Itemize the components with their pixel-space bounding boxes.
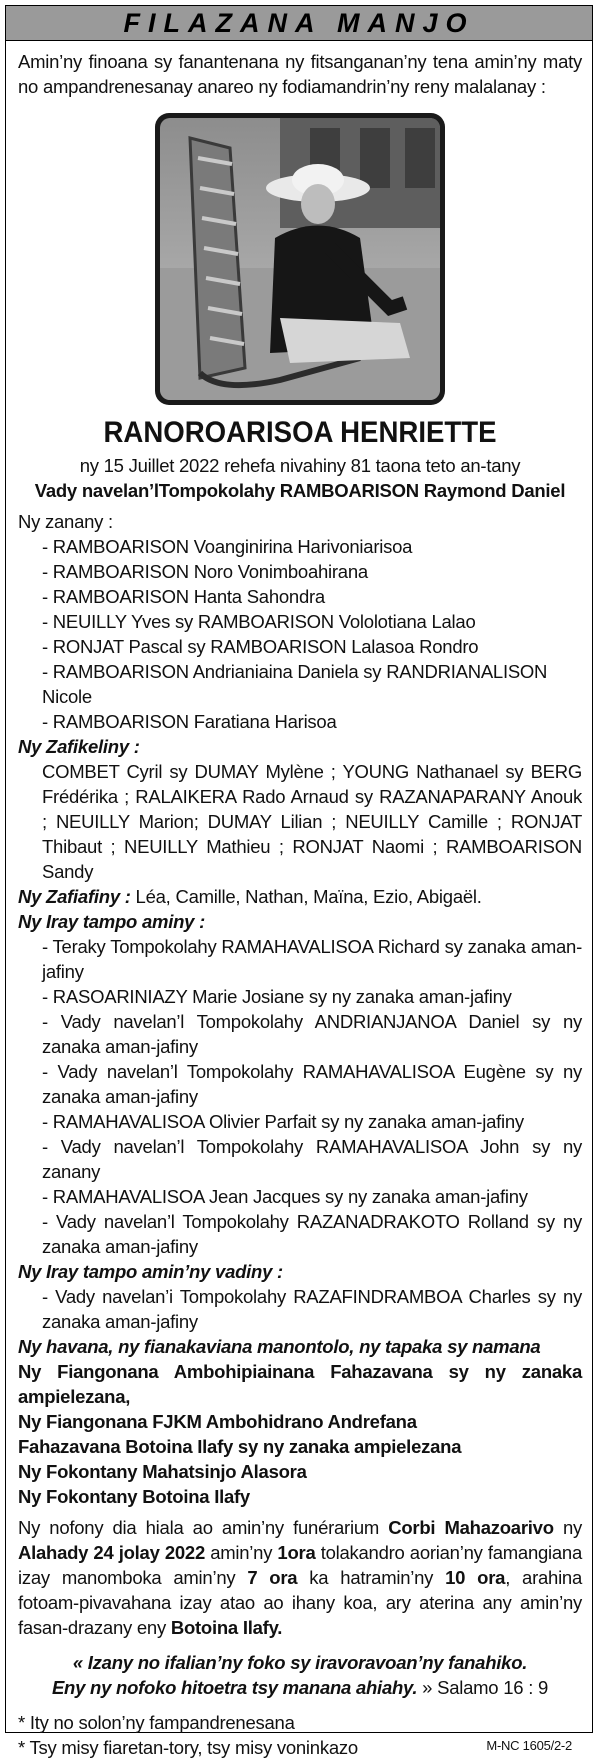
family-line: Ny havana, ny fianakaviana manontolo, ny tapaka sy namana — [18, 1336, 541, 1357]
burial-place: Botoina Ilafy. — [170, 1617, 283, 1638]
list-item: - RAMBOARISON Hanta Sahondra — [42, 586, 325, 607]
photo-container — [18, 113, 582, 409]
group-line: Ny Fiangonana Ambohipiainana Fahazavana sy ny zanaka ampielezana, — [18, 1361, 582, 1407]
funeral-place: Corbi Mahazoarivo — [388, 1517, 554, 1538]
funeral-text: ny — [553, 1517, 582, 1538]
funeral-text: tolakandro aorian’ny famangiana izay manomboka amin’ny — [18, 1542, 583, 1588]
quote-line-2-wrap — [18, 1675, 582, 1700]
list-item: - RONJAT Pascal sy RAMBOARISON Lalasoa Rondro — [42, 636, 479, 657]
funeral-paragraph — [18, 1515, 582, 1640]
funeral-text: Ny nofony dia hiala ao amin’ny funérarium — [18, 1517, 389, 1538]
grandchildren-text: COMBET Cyril sy DUMAY Mylène ; YOUNG Nathanael sy BERG Frédérika ; RALAIKERA Rado Arnaud sy RAZANAPARANY Anouk ; NEUILLY Marion; DUMAY Lilian ; NEUILLY Camille ; RONJAT Thibaut ; NEUILLY Mathieu ; RONJAT Naomi ; RAMBOARISON Sandy — [42, 761, 582, 882]
siblings-list — [18, 934, 582, 1259]
scripture-quote — [18, 1650, 582, 1700]
children-heading: Ny zanany : — [18, 511, 113, 532]
siblings-heading: Ny Iray tampo aminy : — [18, 911, 206, 932]
list-item: - RAMAHAVALISOA Olivier Parfait sy ny zanaka aman-jafiny — [42, 1111, 524, 1132]
notice-title: FILAZANA MANJO — [6, 6, 592, 41]
quote-line-2: Eny ny nofoko hitoetra tsy manana ahiahy. — [51, 1677, 418, 1698]
deceased-name: RANOROARISOA HENRIETTE — [103, 416, 497, 449]
list-item: - RASOARINIAZY Marie Josiane sy ny zanaka aman-jafiny — [42, 986, 512, 1007]
portrait-image-icon — [160, 118, 440, 400]
list-item: - NEUILLY Yves sy RAMBOARISON Vololotiana Lalao — [42, 611, 476, 632]
note-line: * Tsy misy fiaretan-tory, tsy misy voninkazo — [18, 1737, 358, 1758]
reference-code: M-NC 1605/2-2 — [486, 1738, 572, 1753]
list-item: - RAMBOARISON Voanginirina Harivoniarisoa — [42, 536, 413, 557]
great-grandchildren-text: Léa, Camille, Nathan, Maïna, Ezio, Abigaël. — [130, 886, 482, 907]
funeral-text: amin’ny — [204, 1542, 278, 1563]
grandchildren-heading: Ny Zafikeliny : — [18, 736, 140, 757]
list-item: - Vady navelan’l Tompokolahy RAMAHAVALISOA John sy ny zanany — [42, 1136, 582, 1182]
list-item: - Vady navelan’l Tompokolahy ANDRIANJANOA Daniel sy ny zanaka aman-jafiny — [42, 1011, 582, 1057]
spouse-siblings-heading: Ny Iray tampo amin’ny vadiny : — [18, 1261, 283, 1282]
footer-notes — [18, 1710, 582, 1760]
funeral-time: 1ora — [277, 1542, 316, 1563]
list-item: - Vady navelan’l Tompokolahy RAZANADRAKOTO Rolland sy ny zanaka aman-jafiny — [42, 1211, 582, 1257]
list-item: - RAMBOARISON Noro Vonimboahirana — [42, 561, 368, 582]
note-line: * Ity no solon’ny fampandrenesana — [18, 1712, 295, 1733]
list-item: - RAMAHAVALISOA Jean Jacques sy ny zanaka aman-jafiny — [42, 1186, 528, 1207]
notice-body — [6, 41, 592, 1760]
quote-reference: » Salamo 16 : 9 — [417, 1677, 549, 1698]
group-line: Ny Fiangonana FJKM Ambohidrano Andrefana — [18, 1411, 417, 1432]
date-line: ny 15 Juillet 2022 rehefa nivahiny 81 taona teto an-tany — [79, 455, 521, 476]
intro-text: Amin’ny finoana sy fanantenana ny fitsanganan’ny tena amin’ny maty no ampandrenesanay anareo ny fodiamandrin’ny reny malalanay : — [18, 51, 582, 97]
children-list — [18, 534, 582, 734]
group-line: Ny Fokontany Botoina Ilafy — [18, 1486, 250, 1507]
obituary-notice — [5, 5, 593, 1758]
visit-start: 7 ora — [247, 1567, 298, 1588]
list-item: - RAMBOARISON Faratiana Harisoa — [42, 711, 337, 732]
visit-end: 10 ora — [445, 1567, 506, 1588]
funeral-date: Alahady 24 jolay 2022 — [18, 1542, 205, 1563]
quote-line-1: « Izany no ifalian’ny foko sy iravoravoan’ny fanahiko. — [72, 1652, 528, 1673]
list-item: - Teraky Tompokolahy RAMAHAVALISOA Richard sy zanaka aman-jafiny — [42, 936, 582, 982]
portrait-photo — [155, 113, 445, 405]
funeral-text: , arahina fotoam-pivavahana izay atao ao ihany koa, ary aterina any amin’ny fasan-drazany eny — [18, 1567, 583, 1638]
group-line: Ny Fokontany Mahatsinjo Alasora — [18, 1461, 307, 1482]
list-item: - Vady navelan’l Tompokolahy RAMAHAVALISOA Eugène sy ny zanaka aman-jafiny — [42, 1061, 582, 1107]
spouse-line: Vady navelan’lTompokolahy RAMBOARISON Raymond Daniel — [34, 480, 566, 501]
list-item: - Vady navelan’i Tompokolahy RAZAFINDRAMBOA Charles sy ny zanaka aman-jafiny — [42, 1286, 582, 1332]
funeral-text: ka hatramin’ny — [297, 1567, 446, 1588]
list-item: - RAMBOARISON Andrianiaina Daniela sy RANDRIANALISON Nicole — [42, 661, 548, 707]
great-grandchildren-heading: Ny Zafiafiny : — [18, 886, 131, 907]
group-line: Fahazavana Botoina Ilafy sy ny zanaka ampielezana — [18, 1436, 462, 1457]
great-grandchildren-line — [18, 884, 582, 909]
